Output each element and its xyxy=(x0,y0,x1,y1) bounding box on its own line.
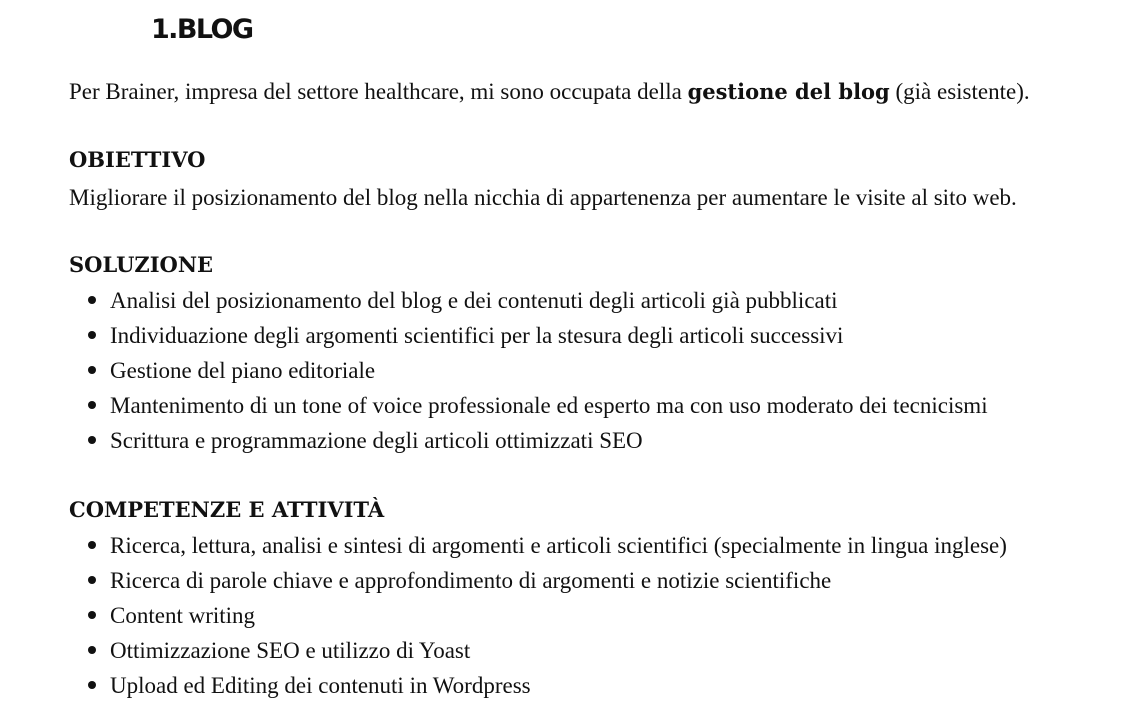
competenze-list-item xyxy=(83,668,1007,703)
competenze-item-text: Ricerca, lettura, analisi e sintesi di argomenti e articoli scientifici (specialmente in lingua inglese) xyxy=(110,533,1007,558)
soluzione-list-item xyxy=(83,353,988,388)
bullet-icon xyxy=(88,611,96,619)
intro-text-before: Per Brainer, impresa del settore healthcare, mi sono occupata della xyxy=(69,79,688,104)
soluzione-heading: SOLUZIONE xyxy=(69,252,214,277)
obiettivo-heading: OBIETTIVO xyxy=(69,147,206,172)
competenze-item-text: Ricerca di parole chiave e approfondimento di argomenti e notizie scientifiche xyxy=(110,568,832,593)
soluzione-item-text: Mantenimento di un tone of voice professionale ed esperto ma con uso moderato dei tecnicismi xyxy=(110,393,988,418)
bullet-icon xyxy=(88,366,96,374)
soluzione-item-text: Scrittura e programmazione degli articoli ottimizzati SEO xyxy=(110,428,643,453)
competenze-heading: COMPETENZE E ATTIVITÀ xyxy=(69,497,385,522)
page-title: 1.BLOG xyxy=(151,14,253,45)
competenze-list xyxy=(83,528,1007,703)
bullet-icon xyxy=(88,576,96,584)
soluzione-item-text: Gestione del piano editoriale xyxy=(110,358,376,383)
bullet-icon xyxy=(88,296,96,304)
bullet-icon xyxy=(88,436,96,444)
competenze-item-text: Content writing xyxy=(110,603,256,628)
soluzione-list-item xyxy=(83,388,988,423)
bullet-icon xyxy=(88,541,96,549)
soluzione-list-item xyxy=(83,318,988,353)
competenze-item-text: Ottimizzazione SEO e utilizzo di Yoast xyxy=(110,638,471,663)
soluzione-list-item xyxy=(83,283,988,318)
soluzione-item-text: Analisi del posizionamento del blog e dei contenuti degli articoli già pubblicati xyxy=(110,288,838,313)
soluzione-list-item xyxy=(83,423,988,458)
intro-paragraph xyxy=(69,74,1030,109)
competenze-item-text: Upload ed Editing dei contenuti in Wordpress xyxy=(110,673,531,698)
bullet-icon xyxy=(88,331,96,339)
competenze-list-item xyxy=(83,633,1007,668)
bullet-icon xyxy=(88,646,96,654)
intro-bold-text: gestione del blog xyxy=(687,79,890,104)
soluzione-list xyxy=(83,283,988,458)
competenze-list-item xyxy=(83,598,1007,633)
obiettivo-text: Migliorare il posizionamento del blog nella nicchia di appartenenza per aumentare le visite al sito web. xyxy=(69,185,1017,210)
competenze-list-item xyxy=(83,563,1007,598)
soluzione-item-text: Individuazione degli argomenti scientifici per la stesura degli articoli successivi xyxy=(110,323,844,348)
bullet-icon xyxy=(88,681,96,689)
intro-text-after: (già esistente). xyxy=(889,79,1030,104)
bullet-icon xyxy=(88,401,96,409)
competenze-list-item xyxy=(83,528,1007,563)
